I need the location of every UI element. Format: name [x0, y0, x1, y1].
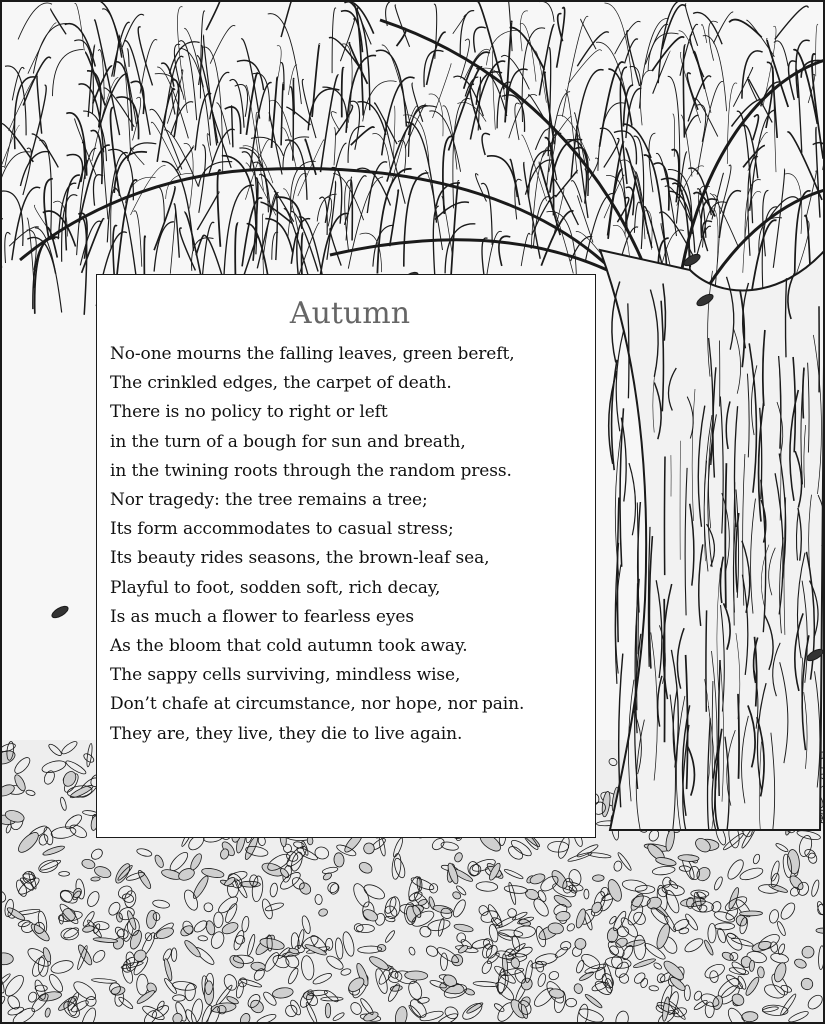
- canopy-stroke: [134, 211, 142, 267]
- canopy-stroke: [293, 79, 294, 115]
- canopy-stroke: [363, 81, 397, 122]
- canopy-stroke: [327, 181, 336, 260]
- canopy-stroke: [539, 25, 554, 96]
- canopy-stroke: [713, 12, 733, 43]
- canopy-stroke: [286, 107, 310, 125]
- bark-line: [706, 610, 707, 711]
- canopy-stroke: [626, 88, 642, 138]
- poem-line: No-one mourns the falling leaves, green bereft,: [110, 344, 515, 364]
- poem-line: The sappy cells surviving, mindless wise,: [110, 665, 461, 686]
- canopy-stroke: [522, 135, 547, 201]
- canopy-stroke: [521, 233, 530, 266]
- canopy-stroke: [690, 34, 704, 77]
- canopy-stroke: [174, 204, 179, 258]
- poem-title: Autumn: [289, 296, 411, 331]
- canopy-stroke: [28, 23, 57, 74]
- tree-trunk: [600, 250, 825, 830]
- poem-line: Don’t chafe at circumstance, nor hope, nor pain.: [110, 694, 525, 715]
- canopy-stroke: [170, 208, 175, 274]
- canopy-stroke: [750, 110, 775, 211]
- canopy-stroke: [555, 171, 577, 198]
- canopy-stroke: [733, 67, 752, 106]
- canopy-stroke: [206, 0, 220, 30]
- canopy-stroke: [331, 112, 340, 131]
- canopy-stroke: [329, 37, 360, 67]
- canopy-stroke: [351, 180, 353, 241]
- canopy-stroke: [581, 19, 596, 49]
- canopy-stroke: [486, 30, 520, 65]
- poem-line: The crinkled edges, the carpet of death.: [110, 373, 452, 394]
- canopy-stroke: [753, 115, 759, 140]
- canopy-stroke: [577, 32, 609, 66]
- canopy-stroke: [774, 41, 788, 66]
- canopy-stroke: [482, 133, 490, 155]
- canopy-stroke: [232, 106, 233, 147]
- canopy-stroke: [644, 155, 667, 272]
- canopy-stroke: [340, 18, 354, 61]
- poem-body: [110, 340, 524, 749]
- canopy-stroke: [535, 130, 547, 150]
- canopy-stroke: [80, 221, 101, 265]
- canopy-stroke: [393, 106, 395, 158]
- canopy-stroke: [816, 24, 818, 76]
- canopy-stroke: [693, 12, 722, 44]
- poem-line: Its form accommodates to casual stress;: [110, 519, 454, 540]
- canopy-stroke: [562, 16, 588, 117]
- canopy-stroke: [20, 152, 50, 186]
- ground-leaf: [592, 875, 604, 882]
- canopy-stroke: [775, 6, 809, 39]
- poem-line: Is as much a flower to fearless eyes: [110, 606, 414, 627]
- canopy-stroke: [445, 224, 475, 274]
- canopy-stroke: [773, 169, 784, 268]
- canopy-stroke: [53, 50, 84, 97]
- canopy-stroke: [283, 137, 309, 170]
- canopy-stroke: [332, 8, 336, 73]
- canopy-stroke: [376, 50, 407, 126]
- canopy-stroke: [281, 83, 283, 145]
- canopy-stroke: [539, 1, 554, 21]
- canopy-stroke: [154, 187, 164, 222]
- canopy-stroke: [701, 24, 707, 43]
- canopy-stroke: [435, 202, 469, 220]
- canopy-stroke: [342, 68, 344, 118]
- canopy-stroke: [197, 192, 219, 230]
- falling-leaf: [50, 604, 70, 620]
- poem-line: As the bloom that cold autumn took away.: [110, 636, 468, 657]
- canopy-stroke: [0, 125, 20, 205]
- canopy-stroke: [224, 185, 254, 281]
- canopy-stroke: [199, 145, 206, 213]
- canopy-stroke: [140, 40, 157, 94]
- ground-leaf: [204, 981, 213, 1005]
- bark-line: [620, 408, 623, 567]
- poem-line: in the turn of a bough for sun and breath,: [110, 431, 466, 452]
- canopy-stroke: [492, 49, 495, 129]
- canopy-stroke: [703, 221, 712, 251]
- canopy-stroke: [652, 37, 684, 71]
- ground-leaf: [377, 944, 386, 952]
- canopy-stroke: [138, 27, 152, 86]
- poem-line: There is no policy to right or left: [110, 402, 388, 423]
- canopy-stroke: [703, 36, 727, 112]
- poem-line: Its beauty rides seasons, the brown-leaf sea,: [110, 548, 490, 569]
- canopy-stroke: [208, 129, 234, 176]
- poem-line: Nor tragedy: the tree remains a tree;: [110, 490, 428, 511]
- canopy-stroke: [5, 66, 26, 136]
- canopy-stroke: [5, 120, 15, 167]
- branch: [680, 60, 825, 280]
- poem-line: in the twining roots through the random press.: [110, 460, 512, 481]
- bark-line: [629, 463, 635, 535]
- canopy-stroke: [515, 103, 520, 140]
- bark-line: [664, 457, 665, 576]
- canopy-stroke: [604, 138, 619, 167]
- canopy-stroke: [382, 77, 415, 155]
- canopy-stroke: [397, 28, 406, 46]
- canopy-stroke: [51, 9, 66, 34]
- canopy-stroke: [773, 67, 778, 138]
- canopy-stroke: [176, 146, 193, 171]
- canopy-stroke: [131, 148, 145, 165]
- canopy-stroke: [390, 190, 399, 246]
- canopy-stroke: [251, 137, 283, 156]
- canopy-stroke: [127, 49, 129, 67]
- canopy-stroke: [634, 202, 640, 233]
- canopy-stroke: [334, 128, 335, 166]
- ground-leaf: [91, 877, 101, 882]
- canopy-stroke: [571, 181, 582, 203]
- canopy-stroke: [33, 23, 66, 73]
- canopy-stroke: [474, 27, 486, 52]
- poem-line: Playful to foot, sodden soft, rich decay,: [110, 577, 441, 598]
- ground-leaf: [325, 1003, 330, 1018]
- canopy-stroke: [65, 24, 96, 67]
- canopy-stroke: [506, 69, 527, 113]
- poem-line: They are, they live, they die to live again.: [110, 723, 463, 744]
- canopy-stroke: [14, 77, 35, 149]
- canopy-stroke: [687, 73, 698, 110]
- canopy-stroke: [404, 173, 429, 267]
- canopy-stroke: [487, 156, 517, 197]
- canopy-stroke: [265, 219, 292, 253]
- canopy-stroke: [641, 18, 668, 84]
- canopy-stroke: [358, 102, 386, 135]
- canopy-stroke: [217, 170, 220, 247]
- canopy-stroke: [729, 20, 762, 38]
- canopy-stroke: [558, 14, 563, 42]
- canopy-stroke: [281, 2, 291, 37]
- canopy-stroke: [460, 11, 474, 57]
- canopy-stroke: [727, 83, 737, 164]
- canopy-stroke: [195, 93, 211, 150]
- canopy-stroke: [505, 21, 512, 122]
- canopy-stroke: [242, 198, 262, 267]
- canopy-stroke: [330, 228, 341, 265]
- canopy-stroke: [565, 90, 577, 174]
- canopy-stroke: [453, 15, 466, 34]
- canopy-stroke: [312, 44, 320, 117]
- canopy-stroke: [719, 191, 741, 238]
- canopy-stroke: [250, 83, 272, 171]
- canopy-stroke: [5, 232, 11, 263]
